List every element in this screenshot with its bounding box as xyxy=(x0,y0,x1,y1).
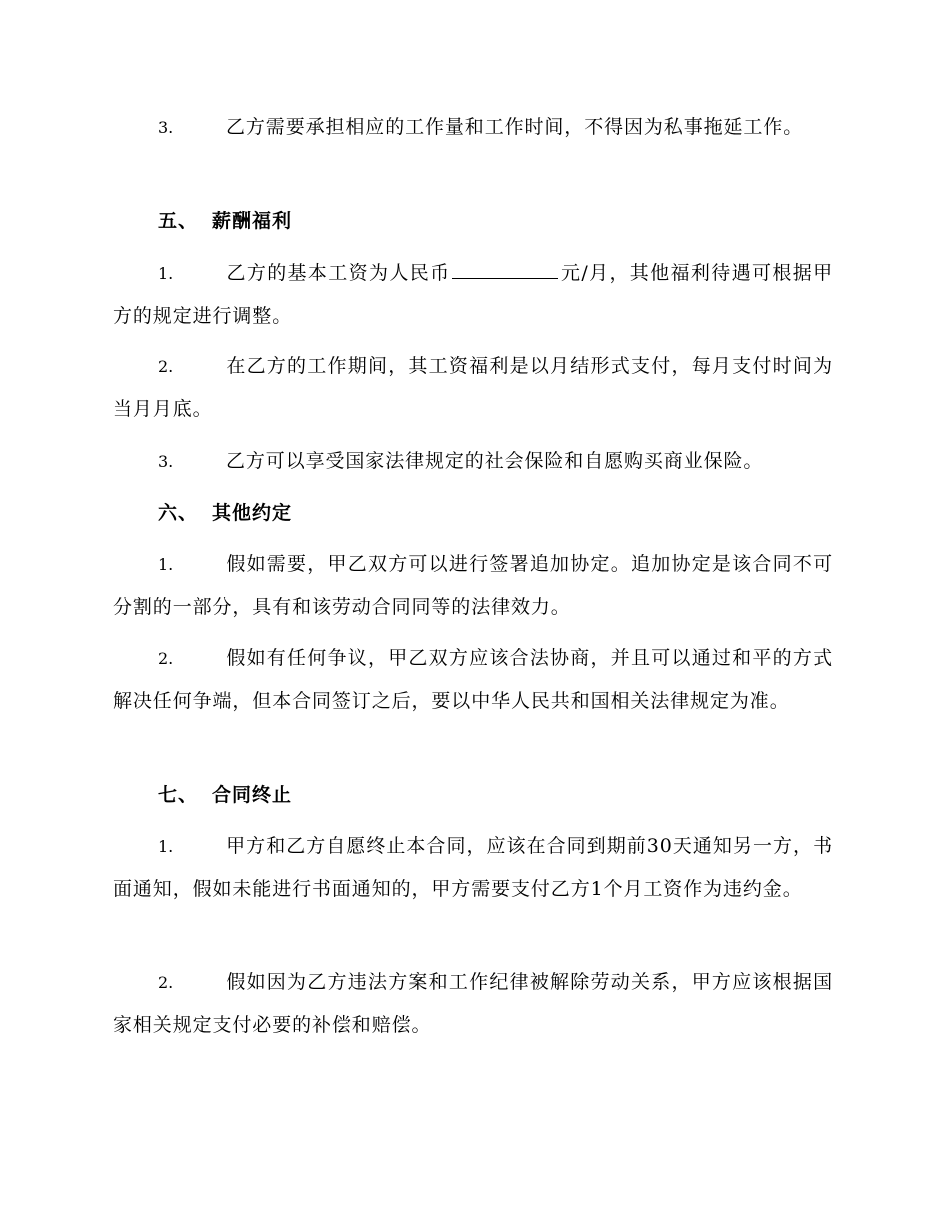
clause-5-3 xyxy=(113,440,833,483)
clause-6-2 xyxy=(113,637,833,722)
clause-text-before-blank: 乙方的基本工资为人民币 xyxy=(226,262,451,284)
clause-4-3 xyxy=(113,106,833,149)
clause-text: 假如需要，甲乙双方可以进行签署追加协定。追加协定是该合同不可分割的一部分，具有和该劳动合同同等的法律效力。 xyxy=(113,553,833,618)
salary-blank-line xyxy=(452,262,558,279)
clause-number: 1. xyxy=(158,264,174,283)
clause-text: 乙方需要承担相应的工作量和工作时间，不得因为私事拖延工作。 xyxy=(226,116,804,138)
clause-5-1 xyxy=(113,252,833,337)
clause-text: 假如因为乙方违法方案和工作纪律被解除劳动关系，甲方应该根据国家相关规定支付必要的补偿和赔偿。 xyxy=(113,971,833,1036)
clause-7-2 xyxy=(113,961,833,1046)
clause-number: 1. xyxy=(158,555,174,574)
clause-number: 3. xyxy=(158,118,174,137)
section-number: 七、 xyxy=(158,784,199,806)
clause-5-2 xyxy=(113,345,833,430)
clause-number: 1. xyxy=(158,837,174,856)
clause-number: 2. xyxy=(158,357,174,376)
section-number: 五、 xyxy=(158,210,199,232)
clause-number: 2. xyxy=(158,649,174,668)
clause-7-1 xyxy=(113,825,833,910)
section-heading-6 xyxy=(158,498,292,528)
clause-number: 3. xyxy=(158,452,174,471)
clause-6-1 xyxy=(113,543,833,628)
section-title: 合同终止 xyxy=(212,784,293,806)
section-title: 薪酬福利 xyxy=(212,210,293,232)
clause-text: 假如有任何争议，甲乙双方应该合法协商，并且可以通过和平的方式解决任何争端，但本合同签订之后，要以中华人民共和国相关法律规定为准。 xyxy=(113,647,833,712)
section-title: 其他约定 xyxy=(212,502,293,524)
clause-text: 甲方和乙方自愿终止本合同，应该在合同到期前30天通知另一方，书面通知，假如未能进行书面通知的，甲方需要支付乙方1个月工资作为违约金。 xyxy=(113,835,833,900)
section-heading-7 xyxy=(158,780,292,810)
clause-number: 2. xyxy=(158,973,174,992)
clause-text: 在乙方的工作期间，其工资福利是以月结形式支付，每月支付时间为当月月底。 xyxy=(113,355,833,420)
clause-text: 乙方可以享受国家法律规定的社会保险和自愿购买商业保险。 xyxy=(226,450,764,472)
section-number: 六、 xyxy=(158,502,199,524)
clause-text-after-blank: 元/月，其他福利待遇可根据甲方的规定进行调整。 xyxy=(113,262,833,327)
section-heading-5 xyxy=(158,206,292,236)
